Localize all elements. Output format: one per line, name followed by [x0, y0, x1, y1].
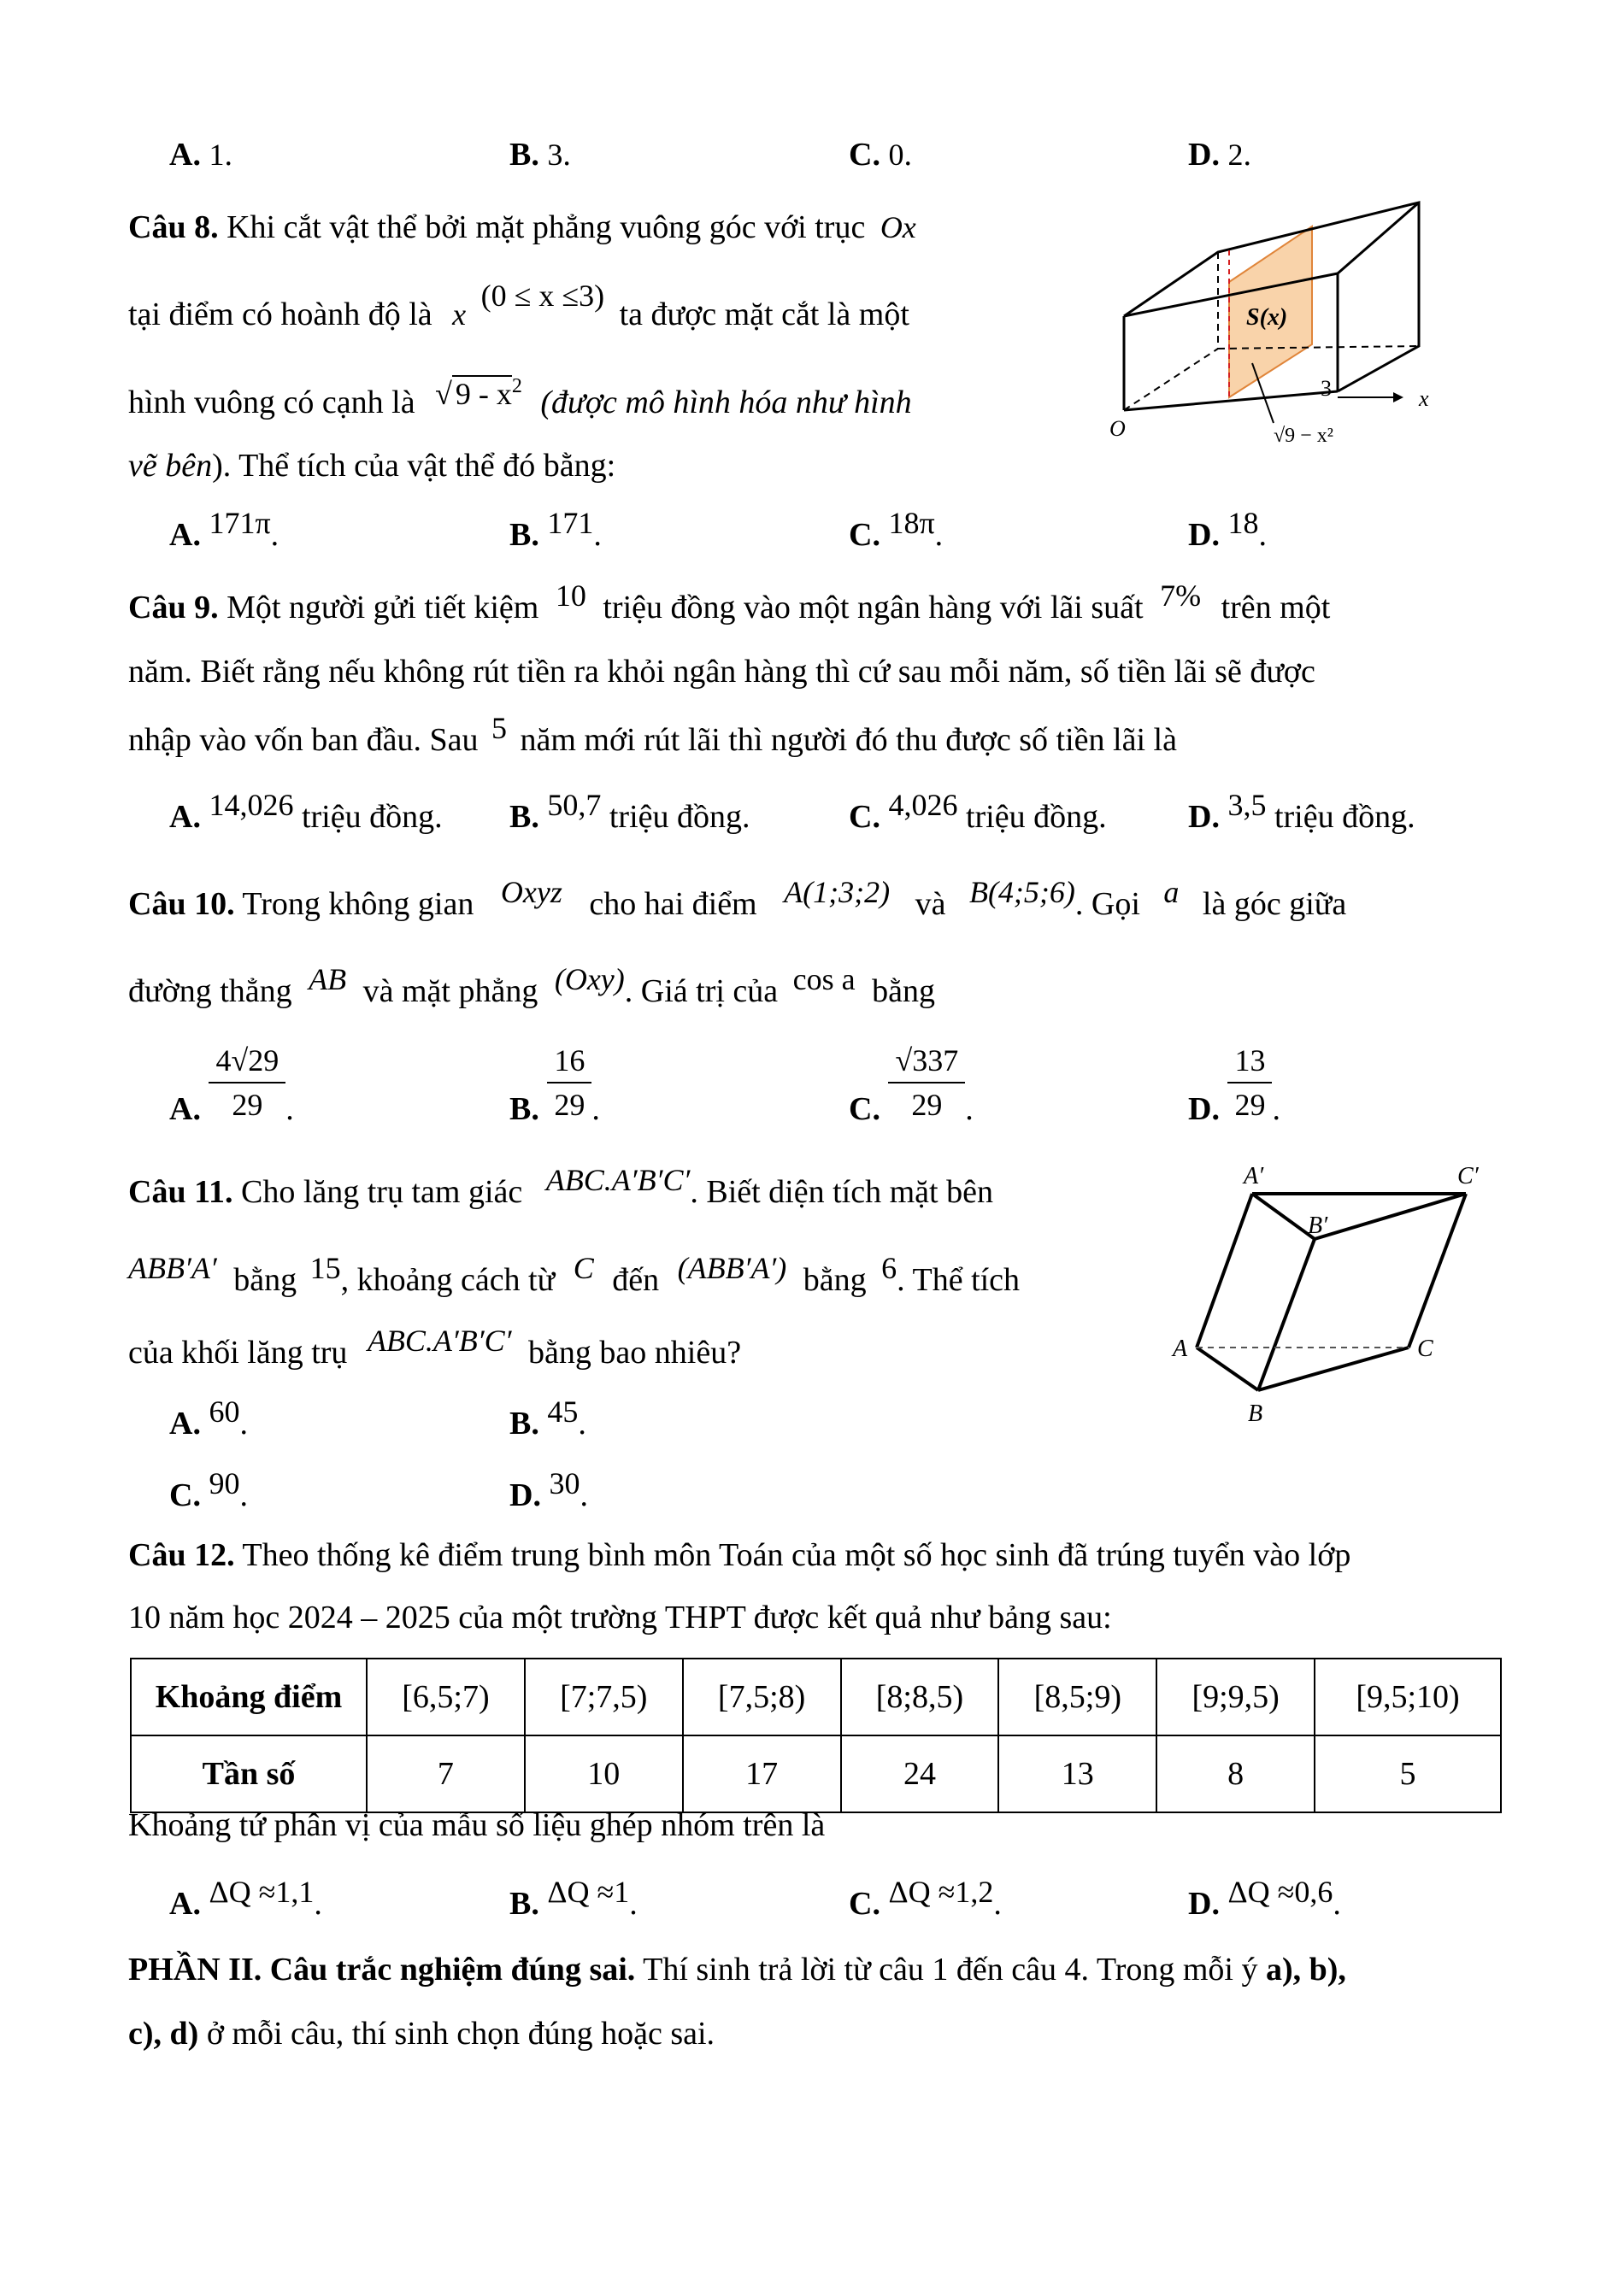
q9-option-d: D. 3,5 triệu đồng.: [1188, 788, 1415, 835]
q10-line1: Câu 10. Trong không gian Oxyz cho hai điểm A(1;3;2) và B(4;5;6). Gọi a là góc giữa: [128, 875, 1347, 922]
q7-option-d: D. 2.: [1188, 137, 1251, 173]
q8-option-a: A. 171π.: [169, 506, 279, 553]
q8-option-c: C. 18π.: [849, 506, 944, 553]
interval-cell: [9;9,5): [1156, 1659, 1315, 1735]
three-label: 3: [1321, 376, 1332, 401]
interval-cell: [8,5;9): [998, 1659, 1156, 1735]
frequency-cell: 17: [683, 1735, 841, 1812]
q8-solid-figure: [1103, 192, 1462, 449]
q9-option-a: A. 14,026 triệu đồng.: [169, 788, 443, 835]
q12-option-d: D. ΔQ ≈0,6.: [1188, 1875, 1341, 1922]
q8-option-d: D. 18.: [1188, 506, 1267, 553]
q12-option-b: B. ΔQ ≈1.: [509, 1875, 638, 1922]
frequency-table: [130, 1658, 1502, 1813]
frequency-cell: 13: [998, 1735, 1156, 1812]
q8-line3: hình vuông có cạnh là √ $9 - x^2$ (được mô hình hóa như hình: [128, 375, 912, 420]
q12-option-a: A. ΔQ ≈1,1.: [169, 1875, 322, 1922]
table-row: [131, 1735, 1501, 1812]
section-label: S(x): [1246, 304, 1288, 331]
table-row: [131, 1659, 1501, 1735]
q8-line1: Câu 8. Khi cắt vật thể bởi mặt phẳng vuông góc với trục Ox: [128, 209, 916, 245]
vertex-a: A: [1173, 1336, 1188, 1362]
q12-option-c: C. ΔQ ≈1,2.: [849, 1875, 1002, 1922]
q7-option-a: A. 1.: [169, 137, 232, 173]
interval-cell: [8;8,5): [841, 1659, 999, 1735]
q11-option-c: C. 90.: [169, 1466, 248, 1513]
part2-line2: c), d) ở mỗi câu, thí sinh chọn đúng hoặc sai.: [128, 2016, 715, 2052]
table-header-cell: Khoảng điểm: [131, 1659, 367, 1735]
interval-cell: [6,5;7): [367, 1659, 525, 1735]
sqrt-label: √9 − x²: [1274, 425, 1333, 447]
q11-line2: ABB′A′ bằng 15, khoảng cách từ C đến (ABB′A′) bằng 6. Thể tích: [128, 1251, 1021, 1298]
q12-after-text: Khoảng tứ phân vị của mẫu số liệu ghép nhóm trên là: [128, 1807, 826, 1843]
q11-option-b: B. 45.: [509, 1395, 586, 1442]
q7-option-b: B. 3.: [509, 137, 571, 173]
vertex-a1: A′: [1244, 1163, 1264, 1189]
vertex-b: B: [1248, 1401, 1263, 1427]
q11-option-d: D. 30.: [509, 1466, 588, 1513]
frequency-cell: 5: [1315, 1735, 1501, 1812]
q10-option-b: B. $\frac{16}{29}$ .: [509, 1041, 600, 1125]
origin-label: O: [1109, 416, 1126, 441]
frequency-cell: 7: [367, 1735, 525, 1812]
q7-option-c: C. 0.: [849, 137, 912, 173]
q9-line2: năm. Biết rằng nếu không rút tiền ra khỏi ngân hàng thì cứ sau mỗi năm, số tiền lãi sẽ được: [128, 654, 1315, 690]
q9-line1: Câu 9. Một người gửi tiết kiệm 10 triệu đồng vào một ngân hàng với lãi suất 7% trên một: [128, 578, 1331, 625]
vertex-c: C: [1417, 1336, 1433, 1362]
frequency-cell: 8: [1156, 1735, 1315, 1812]
q12-line2: 10 năm học 2024 – 2025 của một trường THPT được kết quả như bảng sau:: [128, 1600, 1112, 1635]
q9-line3: nhập vào vốn ban đầu. Sau 5 năm mới rút lãi thì người đó thu được số tiền lãi là: [128, 711, 1177, 758]
x-axis-label: x: [1419, 386, 1429, 411]
interval-cell: [7;7,5): [525, 1659, 683, 1735]
q10-option-c: C. $\frac{√337}{29}$ .: [849, 1041, 974, 1125]
table-header-cell: Tần số: [131, 1735, 367, 1812]
q8-line4: vẽ bên). Thể tích của vật thể đó bằng:: [128, 448, 616, 484]
vertex-b1: B′: [1308, 1213, 1328, 1239]
q9-option-c: C. 4,026 triệu đồng.: [849, 788, 1107, 835]
interval-cell: [7,5;8): [683, 1659, 841, 1735]
q10-line2: đường thẳng AB và mặt phẳng (Oxy). Giá trị của cos a bằng: [128, 962, 935, 1009]
q11-prism-figure: [1162, 1158, 1487, 1431]
q11-option-a: A. 60.: [169, 1395, 248, 1442]
q8-line2: tại điểm có hoành độ là x (0 ≤ x ≤3) ta được mặt cắt là một: [128, 279, 909, 332]
q9-option-b: B. 50,7 triệu đồng.: [509, 788, 750, 835]
q12-line1: Câu 12. Theo thống kê điểm trung bình môn Toán của một số học sinh đã trúng tuyển vào lớp: [128, 1537, 1351, 1573]
frequency-cell: 10: [525, 1735, 683, 1812]
vertex-c1: C′: [1457, 1163, 1479, 1189]
interval-cell: [9,5;10): [1315, 1659, 1501, 1735]
q10-option-d: D. $\frac{13}{29}$ .: [1188, 1041, 1280, 1125]
q11-line3: của khối lăng trụ ABC.A′B′C′ bằng bao nhiêu?: [128, 1324, 742, 1371]
frequency-cell: 24: [841, 1735, 999, 1812]
q10-option-a: A. $\frac{4√29}{29}$ .: [169, 1041, 294, 1125]
part2-line1: PHẦN II. Câu trắc nghiệm đúng sai. Thí sinh trả lời từ câu 1 đến câu 4. Trong mỗi ý a), b),: [128, 1952, 1346, 1988]
q11-line1: Câu 11. Cho lăng trụ tam giác ABC.A′B′C′. Biết diện tích mặt bên: [128, 1163, 993, 1210]
q8-option-b: B. 171.: [509, 506, 602, 553]
